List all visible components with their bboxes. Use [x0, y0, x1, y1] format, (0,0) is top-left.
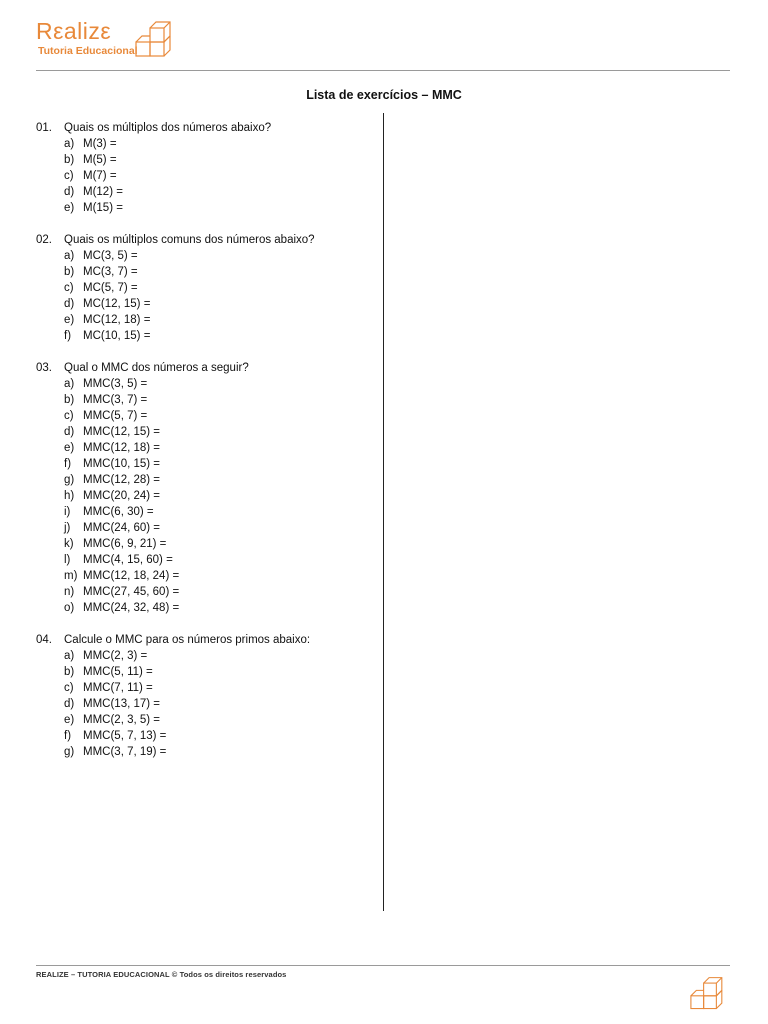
item-expression: MMC(6, 9, 21) = — [83, 538, 167, 550]
list-item — [64, 472, 376, 488]
item-label: a) — [64, 650, 75, 662]
question-number: 01. — [36, 122, 52, 134]
item-expression: MMC(4, 15, 60) = — [83, 554, 173, 566]
list-item — [64, 168, 376, 184]
list-item — [64, 280, 376, 296]
item-expression: MMC(12, 18) = — [83, 442, 161, 454]
list-item — [64, 392, 376, 408]
item-label: a) — [64, 138, 75, 150]
item-expression: MMC(27, 45, 60) = — [83, 586, 180, 598]
list-item — [64, 728, 376, 744]
question-text: Qual o MMC dos números a seguir? — [64, 362, 249, 374]
item-label: d) — [64, 298, 75, 310]
item-expression: M(7) = — [83, 170, 117, 182]
item-label: d) — [64, 426, 75, 438]
list-item — [64, 664, 376, 680]
list-item — [64, 184, 376, 200]
item-label: e) — [64, 442, 75, 454]
item-expression: M(3) = — [83, 138, 117, 150]
question-items — [36, 648, 376, 760]
question-4 — [36, 632, 376, 760]
list-item — [64, 136, 376, 152]
item-expression: M(15) = — [83, 202, 123, 214]
list-item — [64, 488, 376, 504]
item-expression: MMC(12, 15) = — [83, 426, 161, 438]
item-label: j) — [64, 522, 71, 534]
logo-wordmark: Rεalizε — [36, 18, 112, 44]
item-label: c) — [64, 282, 74, 294]
list-item — [64, 312, 376, 328]
item-expression: MMC(5, 11) = — [83, 666, 153, 678]
list-item — [64, 440, 376, 456]
item-label: b) — [64, 266, 75, 278]
list-item — [64, 648, 376, 664]
question-number: 03. — [36, 362, 52, 374]
item-expression: MMC(12, 18, 24) = — [83, 570, 180, 582]
list-item — [64, 200, 376, 216]
question-2 — [36, 232, 376, 344]
item-expression: MMC(6, 30) = — [83, 506, 154, 518]
item-expression: MMC(13, 17) = — [83, 698, 161, 710]
logo-subtitle: Tutoria Educacional — [38, 45, 138, 57]
item-expression: MC(5, 7) = — [83, 282, 138, 294]
item-label: b) — [64, 154, 75, 166]
footer-cubes-icon — [688, 974, 732, 1014]
item-label: g) — [64, 746, 75, 758]
list-item — [64, 552, 376, 568]
item-expression: MMC(24, 32, 48) = — [83, 602, 180, 614]
list-item — [64, 376, 376, 392]
question-text: Quais os múltiplos dos números abaixo? — [64, 122, 272, 134]
footer-copyright: REALIZE – TUTORIA EDUCACIONAL © Todos os direitos reservados — [36, 970, 287, 979]
item-expression: MMC(24, 60) = — [83, 522, 161, 534]
item-label: f) — [64, 730, 72, 742]
item-label: c) — [64, 410, 74, 422]
question-text: Calcule o MMC para os números primos abaixo: — [64, 634, 311, 646]
item-label: i) — [64, 506, 71, 518]
item-label: a) — [64, 378, 75, 390]
item-expression: MMC(12, 28) = — [83, 474, 161, 486]
item-label: f) — [64, 458, 72, 470]
list-item — [64, 296, 376, 312]
item-expression: MC(10, 15) = — [83, 330, 151, 342]
item-expression: MC(3, 7) = — [83, 266, 138, 278]
realize-logo — [36, 18, 186, 62]
item-expression: MC(12, 18) = — [83, 314, 151, 326]
item-label: d) — [64, 698, 75, 710]
list-item — [64, 504, 376, 520]
item-label: n) — [64, 586, 75, 598]
item-label: e) — [64, 714, 75, 726]
question-number: 02. — [36, 234, 52, 246]
question-text: Quais os múltiplos comuns dos números abaixo? — [64, 234, 315, 246]
item-expression: MMC(2, 3, 5) = — [83, 714, 161, 726]
item-label: l) — [64, 554, 71, 566]
question-1 — [36, 120, 376, 216]
list-item — [64, 744, 376, 760]
list-item — [64, 456, 376, 472]
item-expression: MC(12, 15) = — [83, 298, 151, 310]
list-item — [64, 424, 376, 440]
list-item — [64, 584, 376, 600]
item-label: e) — [64, 202, 75, 214]
item-label: a) — [64, 250, 75, 262]
list-item — [64, 408, 376, 424]
item-label: m) — [64, 570, 78, 582]
list-item — [64, 152, 376, 168]
list-item — [64, 536, 376, 552]
list-item — [64, 568, 376, 584]
question-items — [36, 248, 376, 344]
list-item — [64, 600, 376, 616]
page-title: Lista de exercícios – MMC — [306, 88, 462, 102]
item-label: k) — [64, 538, 74, 550]
item-label: b) — [64, 394, 75, 406]
item-label: g) — [64, 474, 75, 486]
item-expression: MMC(7, 11) = — [83, 682, 153, 694]
exercise-list — [36, 120, 376, 776]
item-expression: MMC(5, 7, 13) = — [83, 730, 167, 742]
item-label: c) — [64, 682, 74, 694]
item-label: h) — [64, 490, 75, 502]
item-expression: MC(3, 5) = — [83, 250, 138, 262]
item-label: e) — [64, 314, 75, 326]
question-3 — [36, 360, 376, 616]
question-items — [36, 136, 376, 216]
item-label: o) — [64, 602, 75, 614]
item-label: f) — [64, 330, 72, 342]
list-item — [64, 248, 376, 264]
item-expression: MMC(3, 7, 19) = — [83, 746, 167, 758]
question-items — [36, 376, 376, 616]
item-expression: MMC(5, 7) = — [83, 410, 148, 422]
item-expression: MMC(2, 3) = — [83, 650, 148, 662]
list-item — [64, 680, 376, 696]
list-item — [64, 328, 376, 344]
list-item — [64, 712, 376, 728]
item-expression: M(5) = — [83, 154, 117, 166]
item-expression: MMC(10, 15) = — [83, 458, 161, 470]
item-expression: MMC(3, 5) = — [83, 378, 148, 390]
item-expression: MMC(20, 24) = — [83, 490, 161, 502]
question-number: 04. — [36, 634, 52, 646]
cubes-logo-icon — [134, 18, 180, 62]
item-label: d) — [64, 186, 75, 198]
list-item — [64, 696, 376, 712]
footer-divider — [36, 965, 730, 966]
item-expression: M(12) = — [83, 186, 123, 198]
column-divider — [383, 113, 384, 911]
header-divider — [36, 70, 730, 71]
item-expression: MMC(3, 7) = — [83, 394, 148, 406]
item-label: c) — [64, 170, 74, 182]
item-label: b) — [64, 666, 75, 678]
list-item — [64, 520, 376, 536]
list-item — [64, 264, 376, 280]
